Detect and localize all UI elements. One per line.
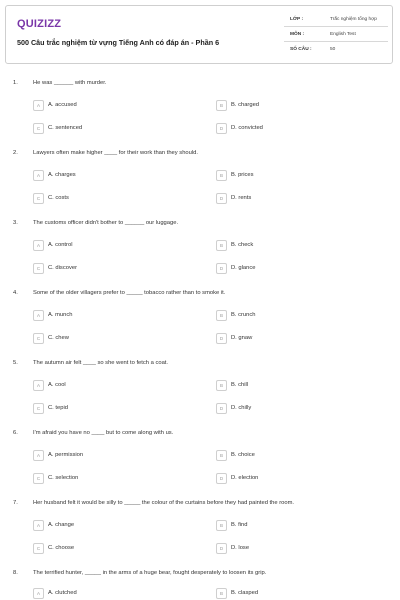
option-text: B. crunch	[231, 312, 256, 318]
option-text: D. lose	[231, 545, 250, 551]
question-text: Her husband felt it would be silly to _____ the colour of the curtains before they had painted the room.	[33, 500, 295, 506]
question-text: Lawyers often make higher ____ for their work than they should.	[33, 150, 198, 156]
option-text: A. control	[48, 242, 73, 248]
option-text: A. munch	[48, 312, 73, 318]
meta-label: SỐ CÂU :	[290, 47, 312, 52]
question-text: I'm afraid you have no ____ but to come along with us.	[33, 430, 174, 436]
question-text: The autumn air felt ____ so she went to fetch a coat.	[33, 360, 169, 366]
option-text: D. convicted	[231, 125, 263, 131]
option-text: D. rents	[231, 195, 252, 201]
option-text: C. choose	[48, 545, 75, 551]
option-text: B. choice	[231, 452, 255, 458]
question-number: 5.	[13, 360, 18, 366]
option-letter-box: D	[216, 193, 227, 204]
question-number: 2.	[13, 150, 18, 156]
question-number: 4.	[13, 290, 18, 296]
option-letter-box: D	[216, 473, 227, 484]
option-letter-box: A	[33, 310, 44, 321]
option-text: B. prices	[231, 172, 254, 178]
option-letter-box: B	[216, 380, 227, 391]
option-text: A. change	[48, 522, 75, 528]
question-number: 8.	[13, 570, 18, 576]
question-text: The terrified hunter, _____ in the arms of a huge bear, fought desperately to loosen its grip.	[33, 570, 267, 576]
option-letter-box: A	[33, 380, 44, 391]
question-4	[0, 290, 400, 350]
worksheet-header	[5, 5, 393, 64]
option-letter-box: A	[33, 450, 44, 461]
worksheet-meta	[284, 12, 388, 57]
option-text: C. selection	[48, 475, 79, 481]
meta-row-count	[284, 42, 388, 57]
question-number: 1.	[13, 80, 18, 86]
option-letter-box: B	[216, 170, 227, 181]
option-letter-box: D	[216, 543, 227, 554]
option-text: D. chilly	[231, 405, 252, 411]
option-text: D. election	[231, 475, 259, 481]
option-letter-box: D	[216, 123, 227, 134]
option-text: A. charges	[48, 172, 76, 178]
question-text: Some of the older villagers prefer to _____ tobacco rather than to smoke it.	[33, 290, 226, 296]
option-text: D. glance	[231, 265, 256, 271]
option-text: B. check	[231, 242, 254, 248]
meta-label: MÔN :	[290, 32, 305, 37]
option-text: C. costs	[48, 195, 69, 201]
option-letter-box: B	[216, 450, 227, 461]
option-letter-box: B	[216, 240, 227, 251]
option-letter-box: A	[33, 240, 44, 251]
option-letter-box: C	[33, 473, 44, 484]
option-letter-box: C	[33, 193, 44, 204]
question-text: He was ______ with murder.	[33, 80, 107, 86]
question-number: 6.	[13, 430, 18, 436]
option-text: D. gnaw	[231, 335, 253, 341]
option-letter-box: D	[216, 263, 227, 274]
meta-row-subject	[284, 27, 388, 42]
question-7	[0, 500, 400, 560]
option-text: C. sentenced	[48, 125, 83, 131]
option-text: C. discover	[48, 265, 77, 271]
option-letter-box: B	[216, 310, 227, 321]
option-text: B. clasped	[231, 590, 259, 596]
option-letter-box: A	[33, 170, 44, 181]
meta-value: English Test	[330, 32, 356, 37]
question-2	[0, 150, 400, 210]
option-letter-box: D	[216, 333, 227, 344]
quizizz-logo: QUIZIZZ	[17, 18, 62, 30]
option-letter-box: D	[216, 403, 227, 414]
option-text: A. clutched	[48, 590, 77, 596]
question-8	[0, 570, 400, 600]
question-number: 3.	[13, 220, 18, 226]
option-text: C. tepid	[48, 405, 68, 411]
option-text: B. chill	[231, 382, 249, 388]
question-number: 7.	[13, 500, 18, 506]
question-3	[0, 220, 400, 280]
meta-label: LỚP :	[290, 17, 304, 22]
meta-value: Trắc nghiệm tổng hợp	[330, 17, 377, 22]
option-letter-box: C	[33, 403, 44, 414]
option-letter-box: C	[33, 263, 44, 274]
question-1	[0, 80, 400, 140]
option-letter-box: A	[33, 588, 44, 599]
option-letter-box: B	[216, 520, 227, 531]
option-letter-box: A	[33, 520, 44, 531]
question-text: The customs officer didn't bother to ______ our luggage.	[33, 220, 179, 226]
option-text: A. permission	[48, 452, 84, 458]
option-letter-box: C	[33, 543, 44, 554]
meta-row-class	[284, 12, 388, 27]
option-text: B. charged	[231, 102, 260, 108]
option-letter-box: B	[216, 588, 227, 599]
option-text: A. cool	[48, 382, 66, 388]
option-letter-box: A	[33, 100, 44, 111]
question-6	[0, 430, 400, 490]
option-letter-box: C	[33, 123, 44, 134]
option-text: A. accused	[48, 102, 77, 108]
option-letter-box: C	[33, 333, 44, 344]
meta-value: 50	[330, 47, 336, 52]
option-text: B. find	[231, 522, 248, 528]
option-text: C. chew	[48, 335, 69, 341]
question-5	[0, 360, 400, 420]
worksheet-title: 500 Câu trắc nghiệm từ vựng Tiếng Anh có đáp án - Phần 6	[17, 38, 220, 47]
option-letter-box: B	[216, 100, 227, 111]
